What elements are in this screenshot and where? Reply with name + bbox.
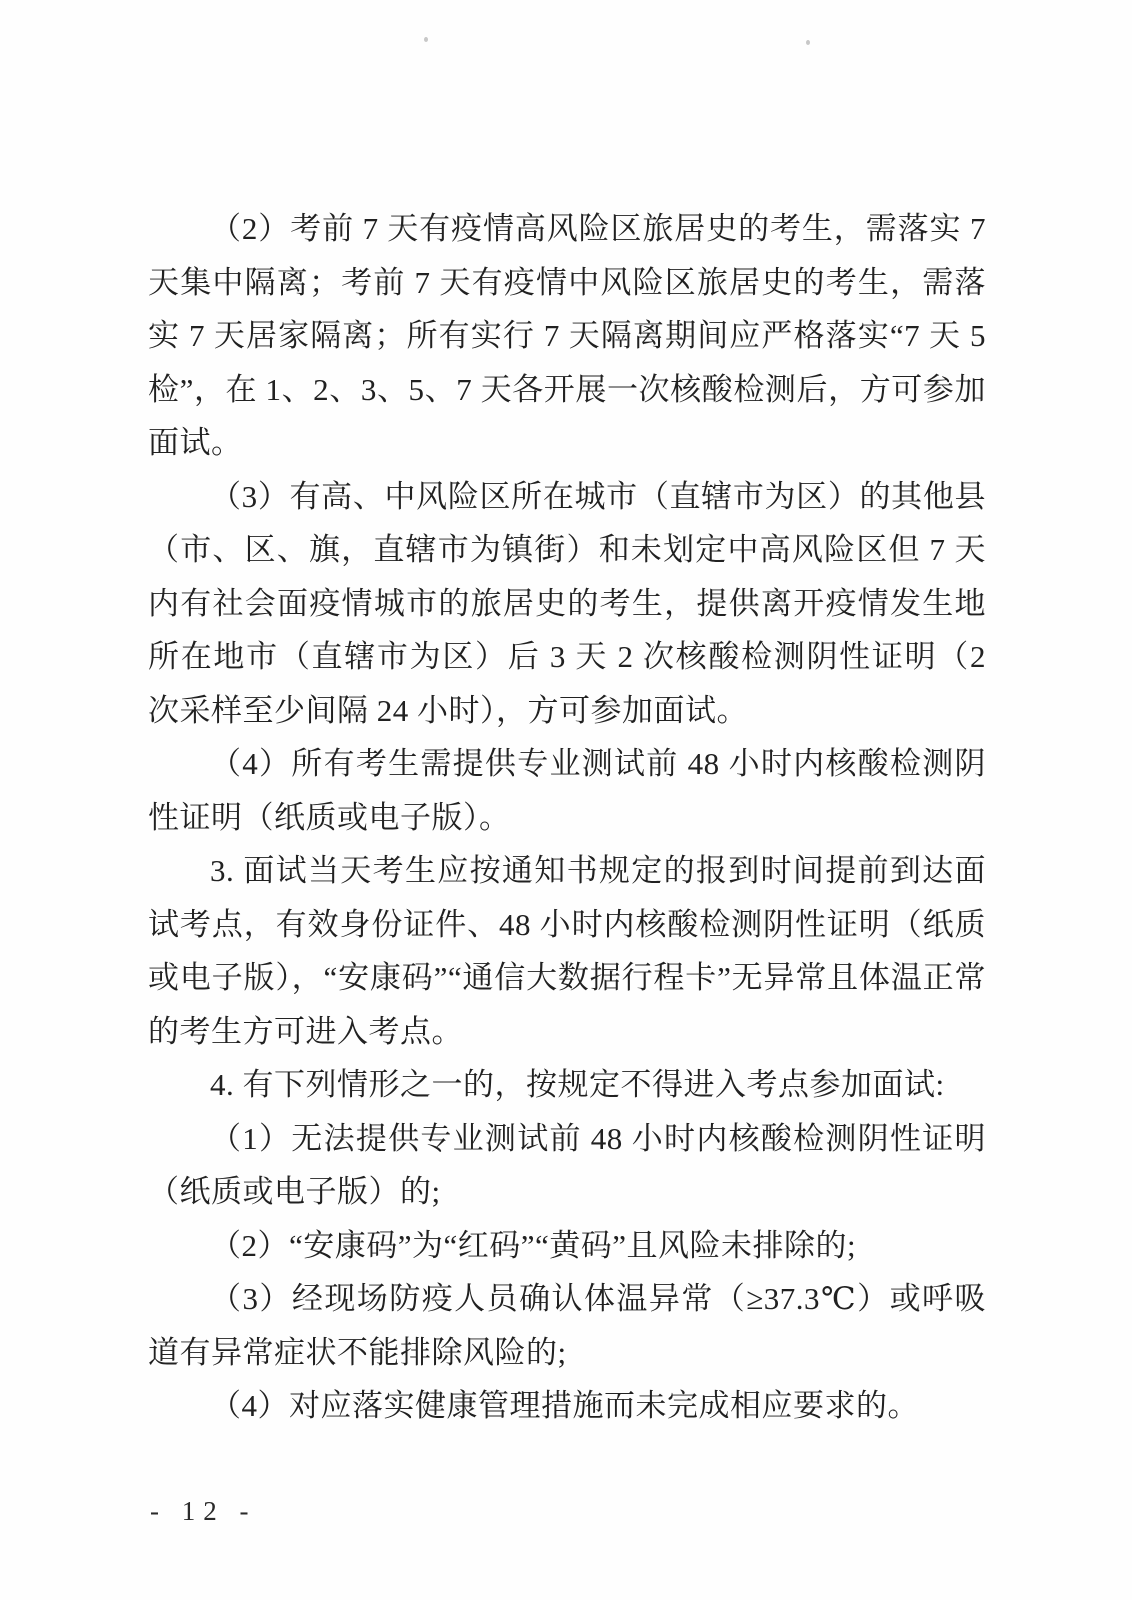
scan-speck xyxy=(424,37,428,42)
page-number: - 12 - xyxy=(150,1496,257,1526)
scan-speck xyxy=(806,40,810,45)
document-body xyxy=(148,202,986,1433)
paragraph-prohibited-case-3: （3）经现场防疫人员确认体温异常（≥37.3℃）或呼吸道有异常症状不能排除风险的; xyxy=(148,1281,986,1370)
paragraph-prohibited-case-2: （2）“安康码”为“红码”“黄码”且风险未排除的; xyxy=(210,1227,857,1263)
paragraph-prohibited-case-4: （4）对应落实健康管理措施而未完成相应要求的。 xyxy=(210,1388,919,1423)
paragraph-interview-day-requirements: 3. 面试当天考生应按通知书规定的报到时间提前到达面试考点，有效身份证件、48 小时内核酸检测阴性证明（纸质或电子版），“安康码”“通信大数据行程卡”无异常且体温正常的考生方可进入考点。 xyxy=(148,853,986,1049)
paragraph-4-negative-test-proof: （4）所有考生需提供专业测试前 48 小时内核酸检测阴性证明（纸质或电子版）。 xyxy=(148,746,986,835)
paragraph-2-quarantine-rules: （2）考前 7 天有疫情高风险区旅居史的考生，需落实 7 天集中隔离；考前 7 天有疫情中风险区旅居史的考生，需落实 7 天居家隔离；所有实行 7 天隔离期间应严格落实“7 天 5 检”，在 1、2、3、5、7 天各开展一次核酸检测后，方可参加面试。 xyxy=(148,211,986,460)
paragraph-entry-prohibited-intro: 4. 有下列情形之一的，按规定不得进入考点参加面试: xyxy=(210,1067,945,1102)
paragraph-3-medium-high-risk-areas: （3）有高、中风险区所在城市（直辖市为区）的其他县（市、区、旗，直辖市为镇街）和未划定中高风险区但 7 天内有社会面疫情城市的旅居史的考生，提供离开疫情发生地所在地市（直辖市为区）后 3 天 2 次核酸检测阴性证明（2 次采样至少间隔 24 小时），方可参加面试。 xyxy=(148,478,986,728)
paragraph-prohibited-case-1: （1）无法提供专业测试前 48 小时内核酸检测阴性证明（纸质或电子版）的; xyxy=(148,1120,986,1209)
